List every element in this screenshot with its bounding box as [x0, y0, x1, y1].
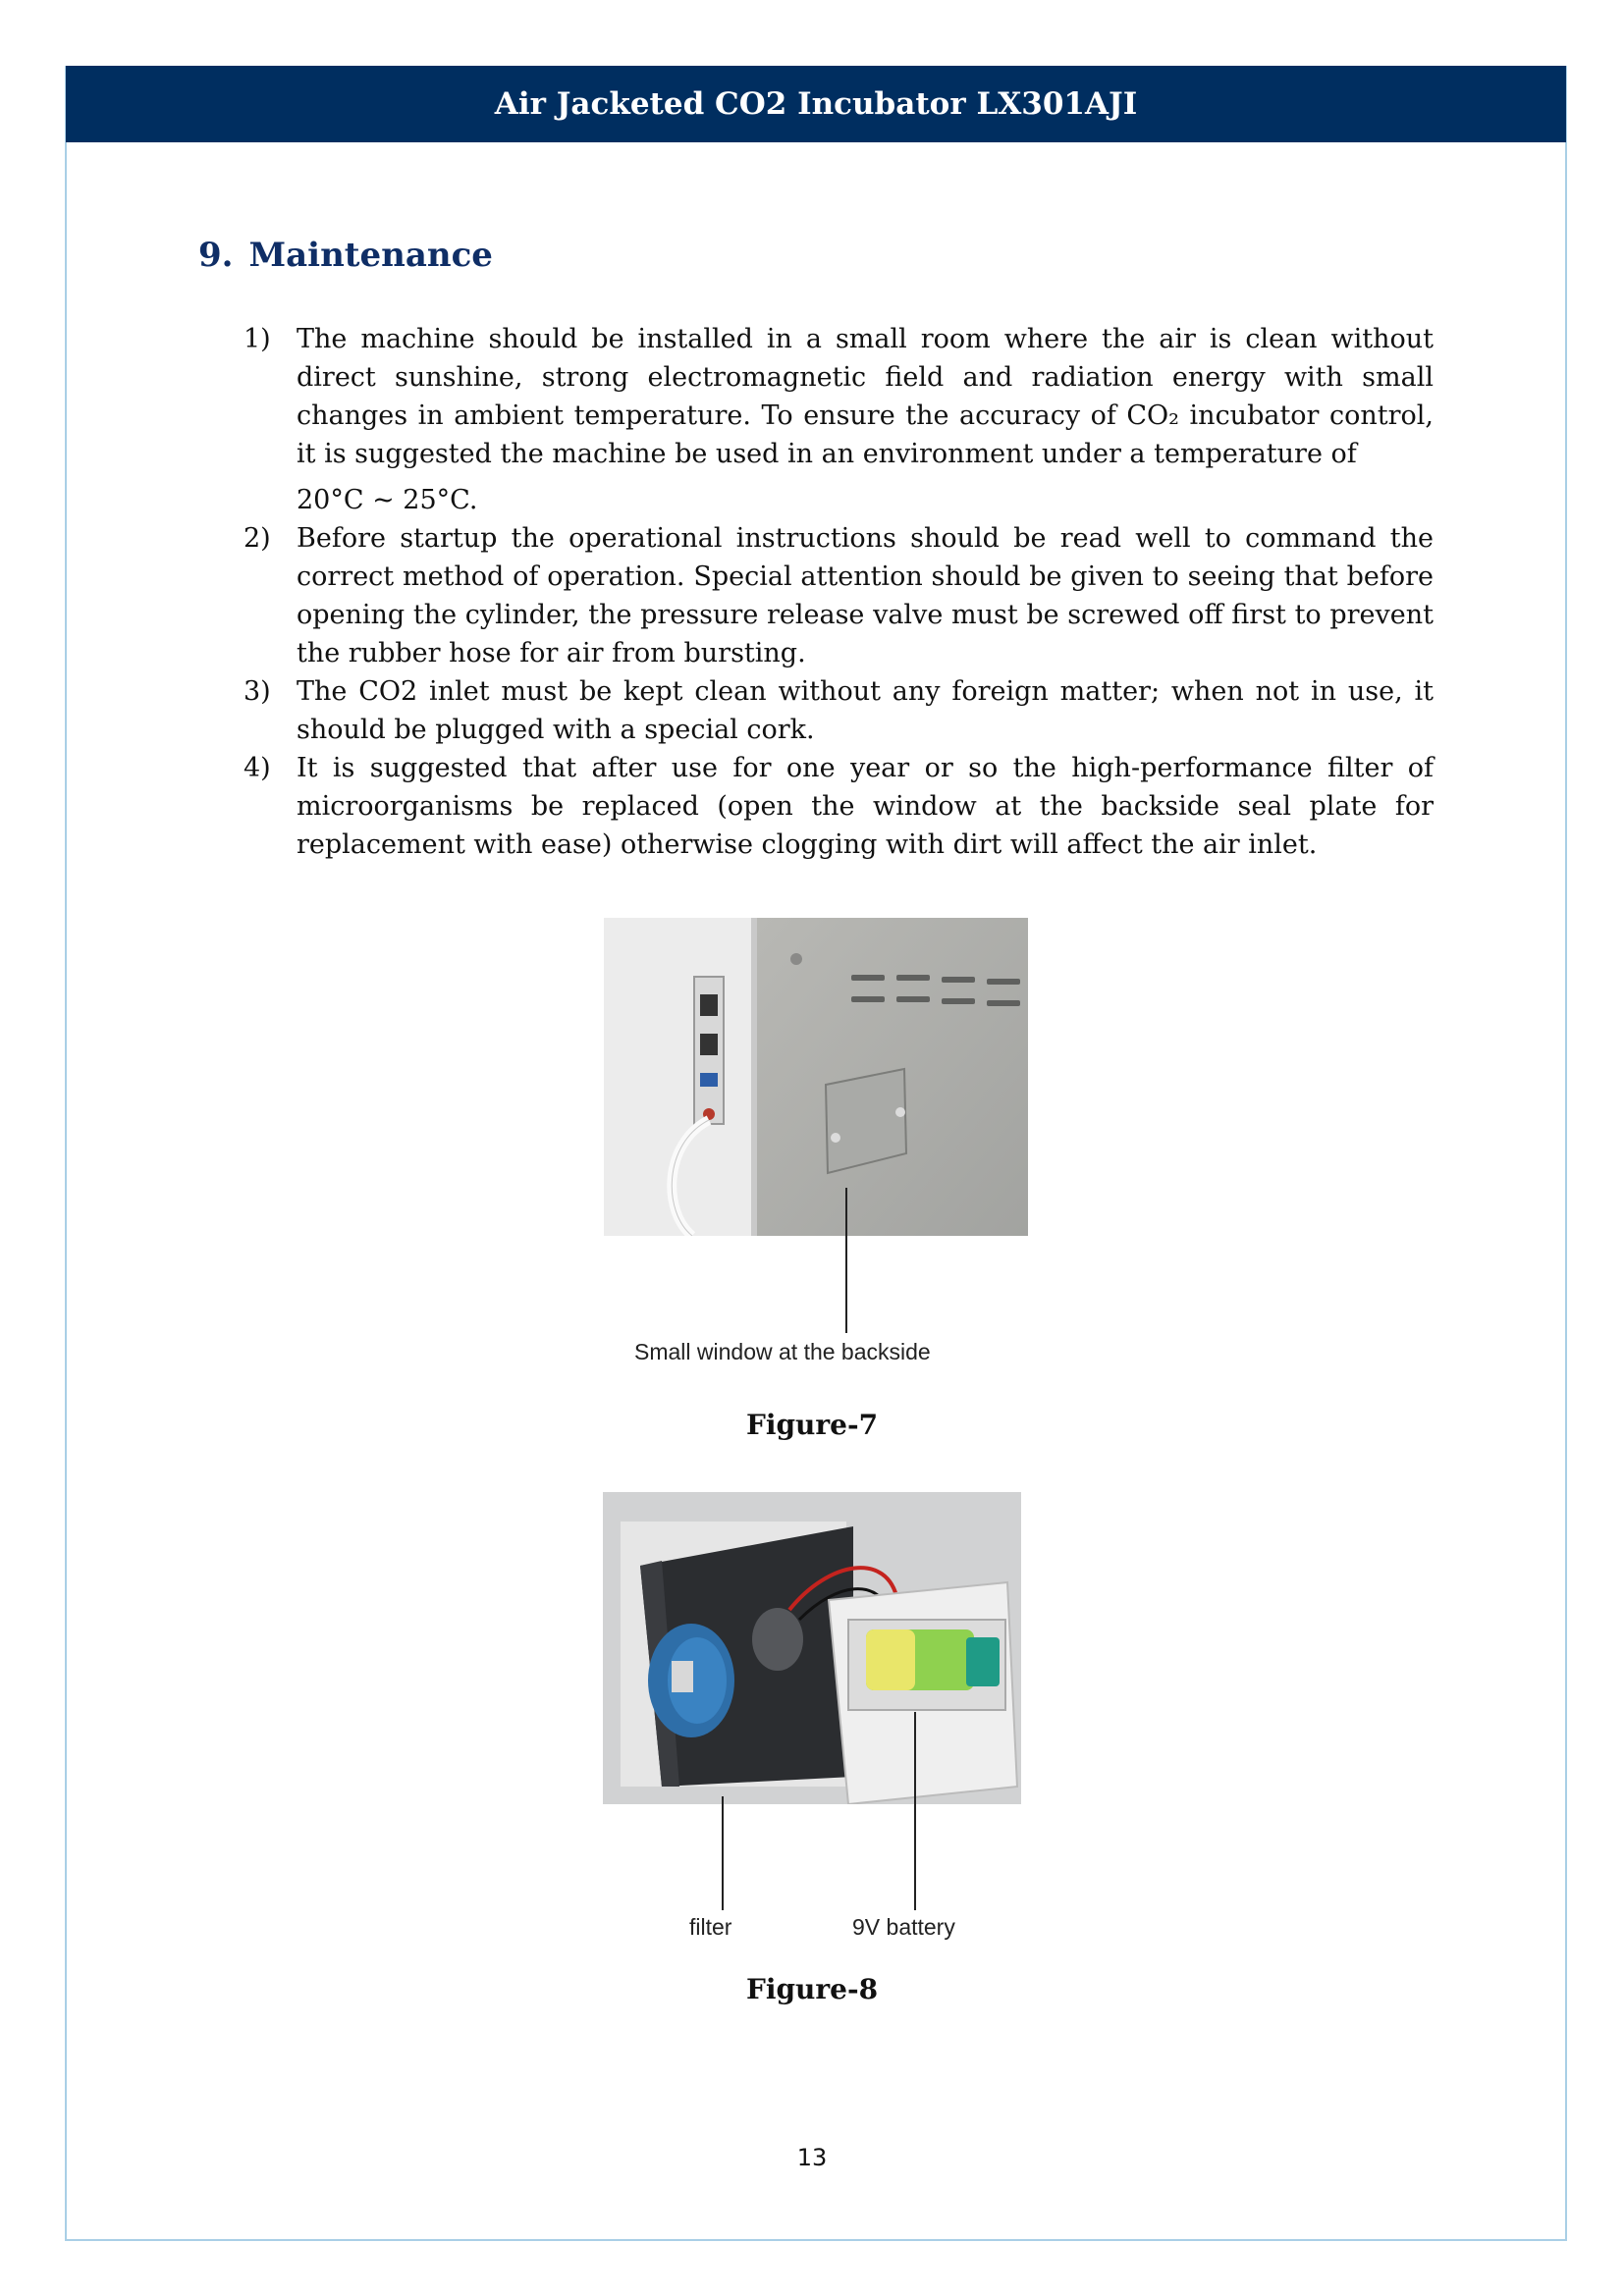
- figure-8-battery-callout-line: [914, 1712, 916, 1910]
- list-marker: 1): [244, 324, 271, 354]
- figure-7-callout-line: [845, 1188, 847, 1333]
- maintenance-list: [244, 320, 1434, 864]
- list-item: [244, 320, 1434, 519]
- section-title: Maintenance: [248, 236, 493, 275]
- figure-7-photo: [604, 918, 1028, 1236]
- figure-8-photo: [603, 1492, 1021, 1804]
- figure-8-filter-callout-line: [722, 1796, 724, 1910]
- list-marker: 3): [244, 676, 271, 707]
- document-header: [66, 66, 1566, 142]
- figure-7-label: Small window at the backside: [634, 1339, 931, 1364]
- list-item-text: The CO2 inlet must be kept clean without any foreign matter; when not in use, it should be plugged with a special cork.: [297, 676, 1434, 745]
- list-item-text: Before startup the operational instructions should be read well to command the correct method of operation. Special attention should be given to seeing that before opening the cylinder, the pressure release valve must be screwed off first to prevent the rubber hose for air from bursting.: [297, 523, 1434, 668]
- list-item: [244, 672, 1434, 749]
- document-title: Air Jacketed CO2 Incubator LX301AJI: [494, 86, 1138, 122]
- figure-8-battery-label: 9V battery: [852, 1914, 955, 1940]
- section-number: 9.: [198, 236, 234, 275]
- list-item: [244, 749, 1434, 864]
- figure-8-filter-label: filter: [689, 1914, 732, 1940]
- list-item: [244, 519, 1434, 672]
- list-item-text: It is suggested that after use for one year or so the high-performance filter of microorganisms be replaced (open the window at the backside seal plate for replacement with ease) otherwise clogging with dirt will affect the air inlet.: [297, 753, 1434, 860]
- list-item-tail: 20°C ~ 25°C.: [297, 485, 478, 515]
- figure-7-caption: Figure-7: [745, 1409, 879, 1441]
- list-marker: 4): [244, 753, 271, 783]
- list-marker: 2): [244, 523, 271, 554]
- page-number: 13: [796, 2144, 828, 2171]
- list-item-text: The machine should be installed in a small room where the air is clean without direct sunshine, strong electromagnetic field and radiation energy with small changes in ambient temperature. To ensure the accuracy of CO₂ incubator control, it is suggested the machine be used in an environment under a temperature of: [297, 324, 1434, 469]
- filter-battery-image: [603, 1492, 1021, 1804]
- section-heading: [198, 236, 493, 275]
- incubator-backside-image: [604, 918, 1028, 1236]
- figure-8-caption: Figure-8: [745, 1973, 879, 2005]
